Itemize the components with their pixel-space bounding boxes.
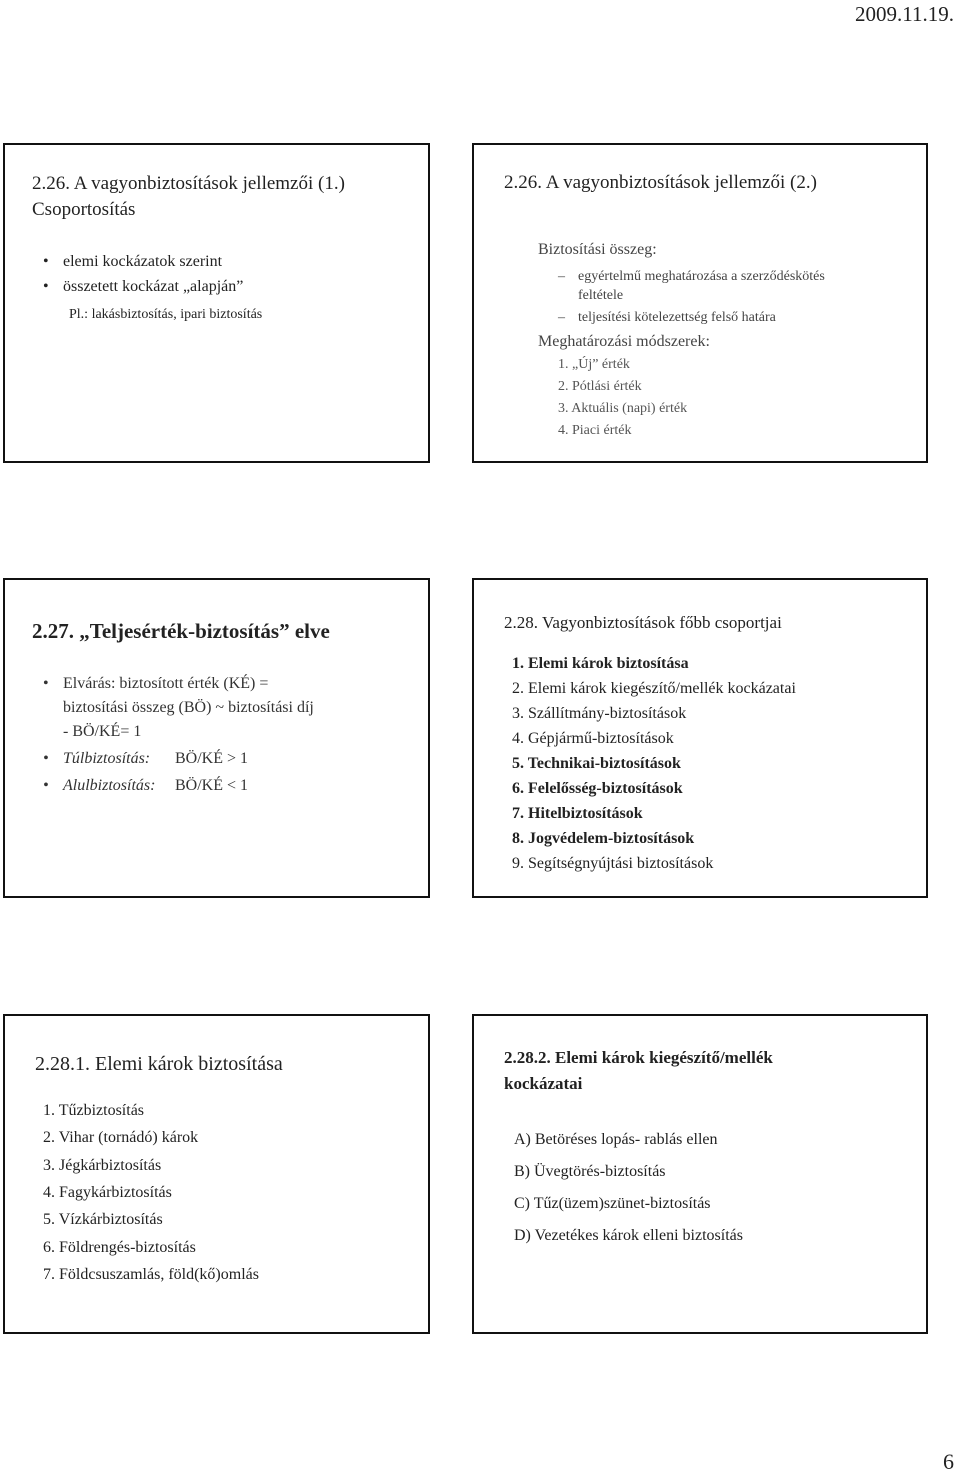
list-item: 1. Elemi károk biztosítása (512, 655, 689, 672)
slide-2-26-part1 (3, 143, 430, 463)
slide-title: 2.26. A vagyonbiztosítások jellemzői (2.) (504, 172, 817, 193)
slide-2-28-1 (3, 1014, 430, 1334)
slide-2-28 (472, 578, 928, 898)
method-item: 2. Pótlási érték (558, 379, 642, 394)
slide-title: 2.28. Vagyonbiztosítások főbb csoportjai (504, 613, 782, 632)
sub-item: – teljesítési kötelezettség felső határa (578, 310, 776, 326)
bullet-cont: biztosítási összeg (BÖ) ~ biztosítási díj (63, 699, 314, 716)
list-item: 3. Jégkárbiztosítás (43, 1156, 162, 1174)
list-item: 2. Elemi károk kiegészítő/mellék kockázatai (512, 680, 796, 697)
list-item: 6. Földrengés-biztosítás (43, 1238, 196, 1256)
list-item: 9. Segítségnyújtási biztosítások (512, 855, 714, 872)
slide-title: 2.27. „Teljesérték-biztosítás” elve (32, 619, 330, 643)
slide-title: 2.28.1. Elemi károk biztosítása (35, 1053, 283, 1075)
page-number: 6 (943, 1449, 954, 1474)
sub-item: – egyértelmű meghatározása a szerződéskötés (578, 269, 825, 285)
list-item: C) Tűz(üzem)szünet-biztosítás (514, 1195, 711, 1212)
list-item: 7. Földcsuszamlás, föld(kő)omlás (43, 1265, 259, 1283)
note-text: Pl.: lakásbiztosítás, ipari biztosítás (69, 307, 263, 322)
bullet-item: • elemi kockázatok szerint (63, 253, 222, 271)
underinsurance-value: BÖ/KÉ < 1 (175, 777, 249, 794)
document-date: 2009.11.19. (855, 2, 954, 26)
underinsurance-term: • Alulbiztosítás: (63, 777, 155, 795)
list-item: 4. Fagykárbiztosítás (43, 1183, 172, 1201)
slide-2-26-part2 (472, 143, 928, 463)
method-item: 4. Piaci érték (558, 423, 632, 438)
slide-title-line2: kockázatai (504, 1074, 583, 1093)
bullet-item: • összetett kockázat „alapján” (63, 278, 243, 296)
slide-title-line1: 2.28.2. Elemi károk kiegészítő/mellék (504, 1048, 773, 1067)
bullet-item: • Elvárás: biztosított érték (KÉ) = (63, 675, 268, 693)
slide-title-line2: Csoportosítás (32, 199, 136, 220)
overinsurance-term: • Túlbiztosítás: (63, 750, 150, 768)
method-item: 3. Aktuális (napi) érték (558, 401, 688, 416)
list-item: 2. Vihar (tornádó) károk (43, 1129, 199, 1147)
list-item: 8. Jogvédelem-biztosítások (512, 830, 695, 847)
list-item: 6. Felelősség-biztosítások (512, 780, 683, 797)
overinsurance-value: BÖ/KÉ > 1 (175, 750, 249, 767)
sub-item-cont: feltétele (578, 288, 624, 303)
list-item: 1. Tűzbiztosítás (43, 1102, 145, 1119)
list-item: D) Vezetékes károk elleni biztosítás (514, 1227, 743, 1244)
list-item: 5. Technikai-biztosítások (512, 755, 681, 772)
slide-title-line1: 2.26. A vagyonbiztosítások jellemzői (1.) (32, 173, 345, 194)
slide-2-27 (3, 578, 430, 898)
list-item: 7. Hitelbiztosítások (512, 805, 643, 822)
method-item: 1. „Új” érték (558, 357, 630, 372)
list-item: B) Üvegtörés-biztosítás (514, 1163, 666, 1180)
bullet-cont: - BÖ/KÉ= 1 (63, 723, 142, 740)
list-item: 4. Gépjármű-biztosítások (512, 730, 674, 747)
sum-heading: Biztosítási összeg: (538, 241, 657, 258)
list-item: A) Betöréses lopás- rablás ellen (514, 1131, 718, 1148)
methods-heading: Meghatározási módszerek: (538, 333, 710, 350)
list-item: 5. Vízkárbiztosítás (43, 1211, 163, 1229)
list-item: 3. Szállítmány-biztosítások (512, 705, 687, 722)
slide-2-28-2 (472, 1014, 928, 1334)
